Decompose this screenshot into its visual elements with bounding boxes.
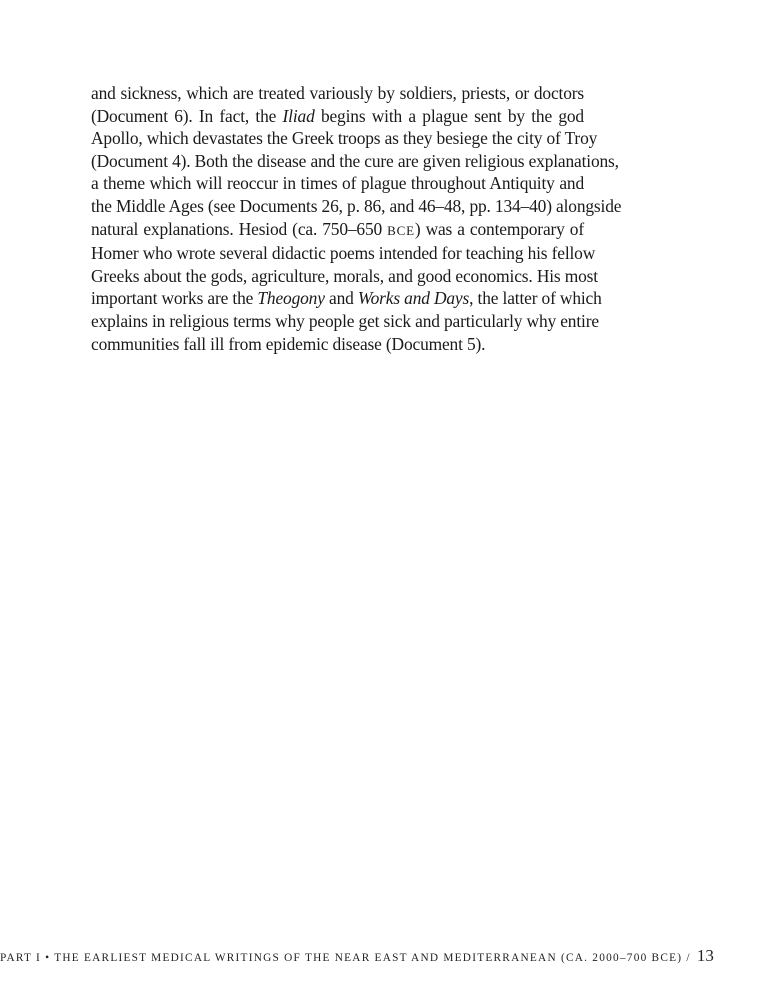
italic-title: Works and Days bbox=[357, 288, 470, 309]
text-line: a theme which will reoccur in times of plague throughout Antiquity and bbox=[91, 173, 584, 194]
text-line: Greeks about the gods, agriculture, morals, and good economics. His most bbox=[91, 265, 598, 286]
italic-title: Iliad bbox=[282, 105, 315, 126]
text-line: communities fall ill from epidemic disease (Document 5). bbox=[91, 333, 486, 354]
text-line: explains in religious terms why people get sick and particularly why entire bbox=[91, 310, 599, 331]
italic-title: Theogony bbox=[257, 288, 325, 309]
running-footer bbox=[0, 946, 714, 966]
text-line: and sickness, which are treated variously by soldiers, priests, or doctors bbox=[91, 83, 584, 103]
page-number: 13 bbox=[696, 946, 714, 965]
text-line: (Document 4). Both the disease and the cure are given religious explanations, bbox=[91, 150, 619, 171]
text-line: natural explanations. Hesiod (ca. 750–650 BCE) was a contemporary of bbox=[91, 218, 584, 239]
text-line: (Document 6). In fact, the Iliad begins with a plague sent by the god bbox=[91, 105, 584, 126]
text-line: important works are the Theogony and Works and Days, the latter of which bbox=[91, 288, 602, 309]
text-line: Apollo, which devastates the Greek troops as they besiege the city of Troy bbox=[91, 128, 598, 149]
text-line: Homer who wrote several didactic poems intended for teaching his fellow bbox=[91, 243, 596, 264]
running-head: PART I • THE EARLIEST MEDICAL WRITINGS OF THE NEAR EAST AND MEDITERRANEAN (CA. 2000–700 BCE) / bbox=[0, 952, 691, 964]
text-line: the Middle Ages (see Documents 26, p. 86, and 46–48, pp. 134–40) alongside bbox=[91, 195, 622, 216]
small-caps-era: BCE bbox=[387, 222, 415, 238]
body-paragraph bbox=[91, 82, 622, 355]
